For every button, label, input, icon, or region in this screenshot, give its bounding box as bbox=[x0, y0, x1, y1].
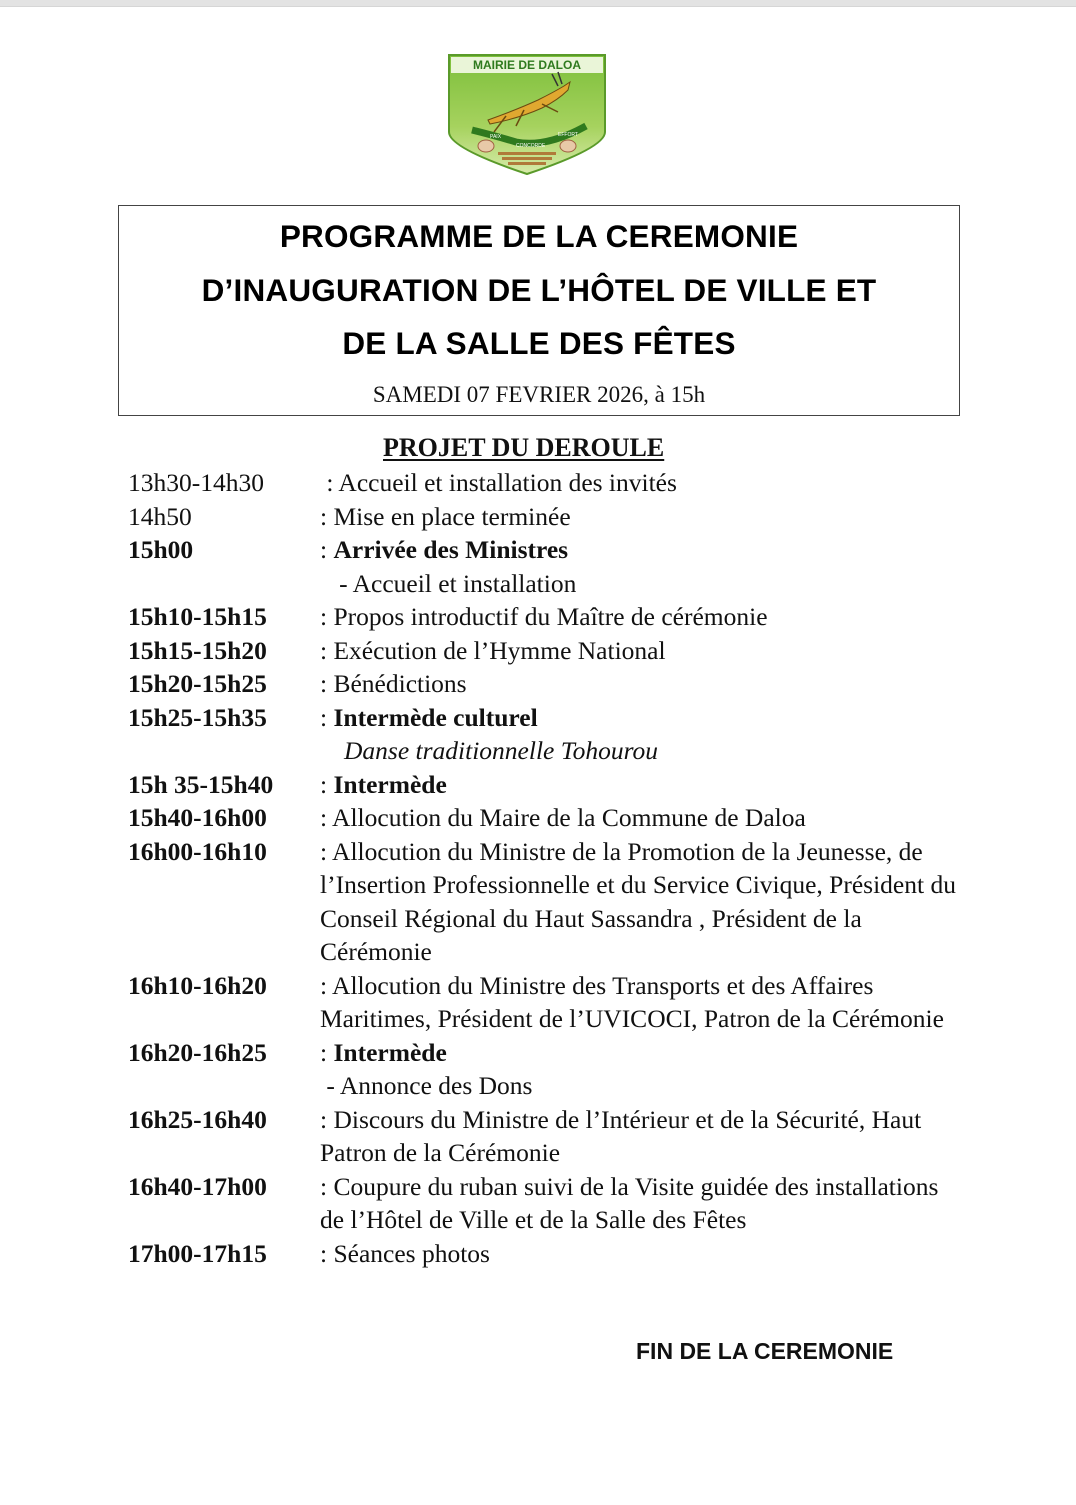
program-time: 15h15-15h20 bbox=[128, 635, 267, 665]
program-time: 16h00-16h10 bbox=[128, 836, 267, 866]
program-time: 16h10-16h20 bbox=[128, 970, 267, 1000]
program-row bbox=[128, 1069, 968, 1103]
program-row bbox=[128, 801, 968, 835]
program-row bbox=[128, 835, 968, 969]
program-time: 17h00-17h15 bbox=[128, 1238, 267, 1268]
program-description-bold: Intermède culturel bbox=[333, 702, 538, 732]
program-description: : Discours du Ministre de l’Intérieur et de la Sécurité, Haut Patron de la Cérémonie bbox=[320, 1104, 928, 1167]
program-row bbox=[128, 600, 968, 634]
program-row bbox=[128, 667, 968, 701]
program-description: : Séances photos bbox=[320, 1238, 490, 1268]
title-line-2: D’INAUGURATION DE L’HÔTEL DE VILLE ET bbox=[201, 271, 877, 308]
program-description: Danse traditionnelle Tohourou bbox=[344, 736, 659, 765]
program-time bbox=[128, 1069, 320, 1103]
program-description: : Exécution de l’Hymme National bbox=[320, 635, 666, 665]
program-description: : Accueil et installation des invités bbox=[320, 468, 677, 497]
program-row bbox=[128, 466, 968, 500]
logo-title: MAIRIE DE DALOA bbox=[473, 58, 581, 72]
mairie-logo bbox=[446, 52, 608, 176]
program-row bbox=[128, 734, 968, 768]
program-description: : Allocution du Maire de la Commune de Daloa bbox=[320, 803, 806, 832]
program-row bbox=[128, 1170, 968, 1237]
program-description-bold: Intermède bbox=[333, 1037, 447, 1067]
title-line-3: DE LA SALLE DES FÊTES bbox=[342, 325, 736, 361]
program-row bbox=[128, 567, 968, 601]
ribbon-text-3: EFFORT bbox=[558, 132, 578, 138]
program-colon: : bbox=[320, 535, 334, 564]
program-row bbox=[128, 1036, 968, 1070]
program-time: 15h20-15h25 bbox=[128, 669, 267, 698]
program-description: : Bénédictions bbox=[320, 669, 467, 698]
program-row bbox=[128, 1103, 968, 1170]
title-box bbox=[118, 205, 960, 416]
kola-nut-left-icon bbox=[478, 140, 494, 152]
program-time: 15h 35-15h40 bbox=[128, 769, 274, 799]
title-line-1: PROGRAMME DE LA CEREMONIE bbox=[279, 218, 799, 254]
program-row bbox=[128, 1237, 968, 1271]
program-time: 14h50 bbox=[128, 501, 192, 531]
program-description: : Allocution du Ministre des Transports et des Affaires Maritimes, Président de l’UVICOCI, Patron de la Cérémonie bbox=[320, 970, 944, 1033]
program-description: - Annonce des Dons bbox=[320, 1071, 533, 1100]
program-colon: : bbox=[320, 769, 334, 799]
program-description: : Propos introductif du Maître de cérémonie bbox=[320, 602, 768, 631]
program-time: 16h20-16h25 bbox=[128, 1037, 267, 1067]
program-row bbox=[128, 634, 968, 668]
program-time bbox=[128, 734, 320, 768]
program-time: 15h10-15h15 bbox=[128, 602, 267, 631]
program-colon: : bbox=[320, 702, 334, 732]
section-title: PROJET DU DEROULE bbox=[383, 433, 665, 462]
event-date: SAMEDI 07 FEVRIER 2026, à 15h bbox=[372, 382, 706, 407]
program-time: 16h40-17h00 bbox=[128, 1171, 267, 1201]
program-description-bold: Intermède bbox=[333, 769, 447, 799]
program-time: 15h25-15h35 bbox=[128, 702, 267, 732]
program-time: 15h40-16h00 bbox=[128, 803, 267, 832]
kola-nut-right-icon bbox=[560, 140, 576, 152]
program-description bbox=[320, 768, 968, 802]
program-row bbox=[128, 701, 968, 735]
program-description: : Allocution du Ministre de la Promotion de la Jeunesse, de l’Insertion Professionnelle et du Service Civique, Président du Conseil Régional du Haut Sassandra , Président de la Cérémonie bbox=[320, 836, 963, 966]
program-time: 13h30-14h30 bbox=[128, 468, 264, 497]
program-row bbox=[128, 500, 968, 534]
program-time bbox=[128, 567, 320, 601]
top-bar bbox=[0, 0, 1076, 7]
program-row bbox=[128, 969, 968, 1036]
program-description: : Coupure du ruban suivi de la Visite guidée des installations de l’Hôtel de Ville et de la Salle des Fêtes bbox=[320, 1171, 945, 1234]
program-description bbox=[320, 701, 968, 735]
ribbon-text-2: CONCORDE bbox=[516, 143, 546, 149]
program-row bbox=[128, 533, 968, 567]
ribbon-text-1: PAIX bbox=[490, 134, 502, 140]
program-description bbox=[320, 1036, 968, 1070]
program-colon: : bbox=[320, 1037, 334, 1067]
program-description: : Mise en place terminée bbox=[320, 501, 571, 531]
end-label: FIN DE LA CEREMONIE bbox=[636, 1338, 894, 1364]
program-row bbox=[128, 768, 968, 802]
program-description: - Accueil et installation bbox=[320, 568, 577, 598]
program-description-bold: Arrivée des Ministres bbox=[333, 535, 569, 564]
program-list bbox=[128, 466, 968, 1270]
program-time: 16h25-16h40 bbox=[128, 1104, 267, 1134]
program-time: 15h00 bbox=[128, 535, 194, 564]
program-description bbox=[320, 533, 968, 567]
